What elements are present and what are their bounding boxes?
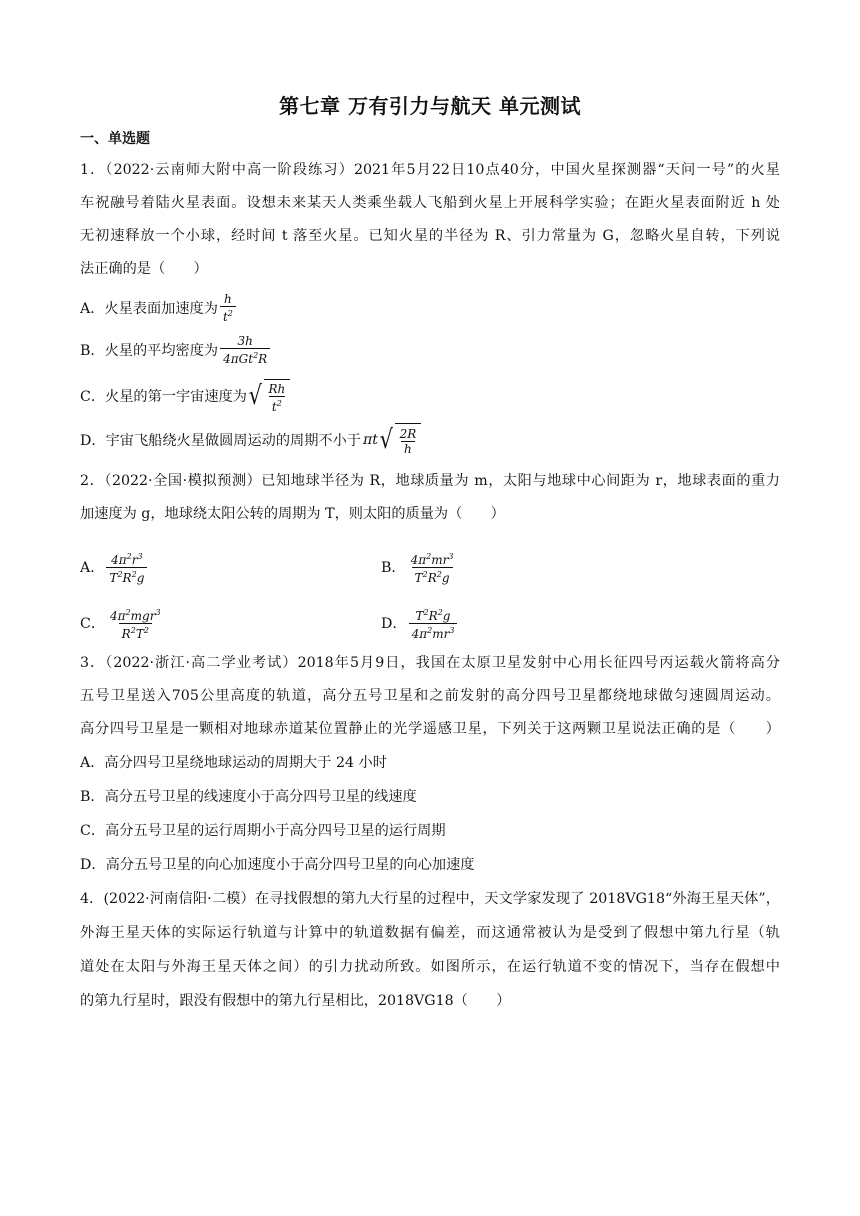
q1-option-d-label: D．宇宙飞船绕火星做圆周运动的周期不小于: [80, 433, 361, 449]
q1-option-b-formula: $\frac{3h}{4\pi Gt^2R}$: [220, 334, 270, 366]
q2-line-1: 2．（2022·全国·模拟预测）已知地球半径为 R，地球质量为 m，太阳与地球中心间距为 r，地球表面的重力: [80, 473, 780, 489]
q2-option-b-formula: $\frac{4\pi^2mr^3}{T^2R^2g}$: [410, 551, 454, 585]
q1-option-d: D．宇宙飞船绕火星做圆周运动的周期不小于 πt √ $\frac{2R}{h}$: [80, 420, 421, 460]
q3-option-d: D．高分五号卫星的向心加速度小于高分四号卫星的向心加速度: [80, 857, 475, 873]
q2-option-a: [80, 548, 149, 586]
q1-option-b-label: B．火星的平均密度为: [80, 343, 219, 359]
q1-line-4: 法正确的是（ ）: [80, 261, 208, 277]
q3-line-2: 五号卫星送入705公里高度的轨道，高分五号卫星和之前发射的高分四号卫星都绕地球做匀速圆周运动。: [80, 688, 780, 704]
q1-line-1: 1．（2022·云南师大附中高一阶段练习）2021年5月22日10点40分，中国火星探测器“天问一号”的火星: [80, 162, 780, 178]
q3-line-1: 3．（2022·浙江·高二学业考试）2018年5月9日，我国在太原卫星发射中心用长征四号丙运载火箭将高分: [80, 655, 780, 671]
q1-option-c-formula: √ $\frac{Rh}{t^2}$: [247, 379, 290, 414]
q2-option-b-label: B．: [381, 560, 406, 576]
q1-option-a-formula: $\frac{h}{t^2}$: [220, 292, 236, 324]
q2-line-2: 加速度为 g，地球绕太阳公转的周期为 T，则太阳的质量为（ ）: [80, 506, 505, 522]
q1-option-a: [80, 290, 238, 326]
q4-line-3: 道处在太阳与外海王星天体之间）的引力扰动所致。如图所示，在运行轨道不变的情况下，当存在假想中: [80, 959, 780, 975]
q2-option-b: [381, 548, 458, 586]
q1-option-c: [80, 376, 290, 416]
q2-option-c-label: C．: [80, 616, 106, 632]
q3-line-3: 高分四号卫星是一颗相对地球赤道某位置静止的光学遥感卫星，下列关于这两颗卫星说法正确的是（ ）: [80, 721, 780, 737]
q2-option-d-formula: $\frac{T^2R^2g}{4\pi^2mr^3}$: [409, 606, 458, 641]
q3-option-a: A．高分四号卫星绕地球运动的周期大于 24 小时: [80, 755, 387, 771]
q1-option-d-formula: √ $\frac{2R}{h}$: [378, 423, 421, 457]
q2-option-a-label: A．: [80, 560, 105, 576]
q1-option-c-label: C．火星的第一宇宙速度为: [80, 389, 247, 405]
q2-option-a-formula: $\frac{4\pi^2r^3}{T^2R^2g}$: [106, 550, 147, 585]
q2-option-d-label: D．: [381, 616, 407, 632]
q1-line-3: 无初速释放一个小球，经时间 t 落至火星。已知火星的半径为 R、引力常量为 G，忽略火星自转，下列说: [80, 228, 780, 244]
q4-line-4: 的第九行星时，跟没有假想中的第九行星相比，2018VG18（ ）: [80, 993, 511, 1009]
q2-option-c-formula: $\frac{4\pi^2mgr^3}{R^2T^2}$: [110, 607, 161, 641]
q2-option-d: [381, 604, 459, 642]
q3-option-b: B．高分五号卫星的线速度小于高分四号卫星的线速度: [80, 789, 417, 805]
q4-line-2: 外海王星天体的实际运行轨道与计算中的轨道数据有偏差，而这通常被认为是受到了假想中第九行星（轨: [80, 925, 780, 941]
q2-option-c: [80, 604, 166, 642]
q3-option-c: C．高分五号卫星的运行周期小于高分四号卫星的运行周期: [80, 823, 446, 839]
q1-option-b: [80, 332, 272, 368]
q1-option-a-label: A．火星表面加速度为: [80, 301, 218, 317]
q1-line-2: 车祝融号着陆火星表面。设想未来某天人类乘坐载人飞船到火星上开展科学实验；在距火星表面附近 h 处: [80, 195, 780, 211]
q4-line-1: 4．(2022·河南信阳·二模）在寻找假想的第九大行星的过程中，天文学家发现了 2018VG18“外海王星天体”，: [80, 891, 780, 907]
page-title: 第七章 万有引力与航天 单元测试: [279, 94, 581, 118]
section-heading: 一、单选题: [80, 131, 150, 147]
